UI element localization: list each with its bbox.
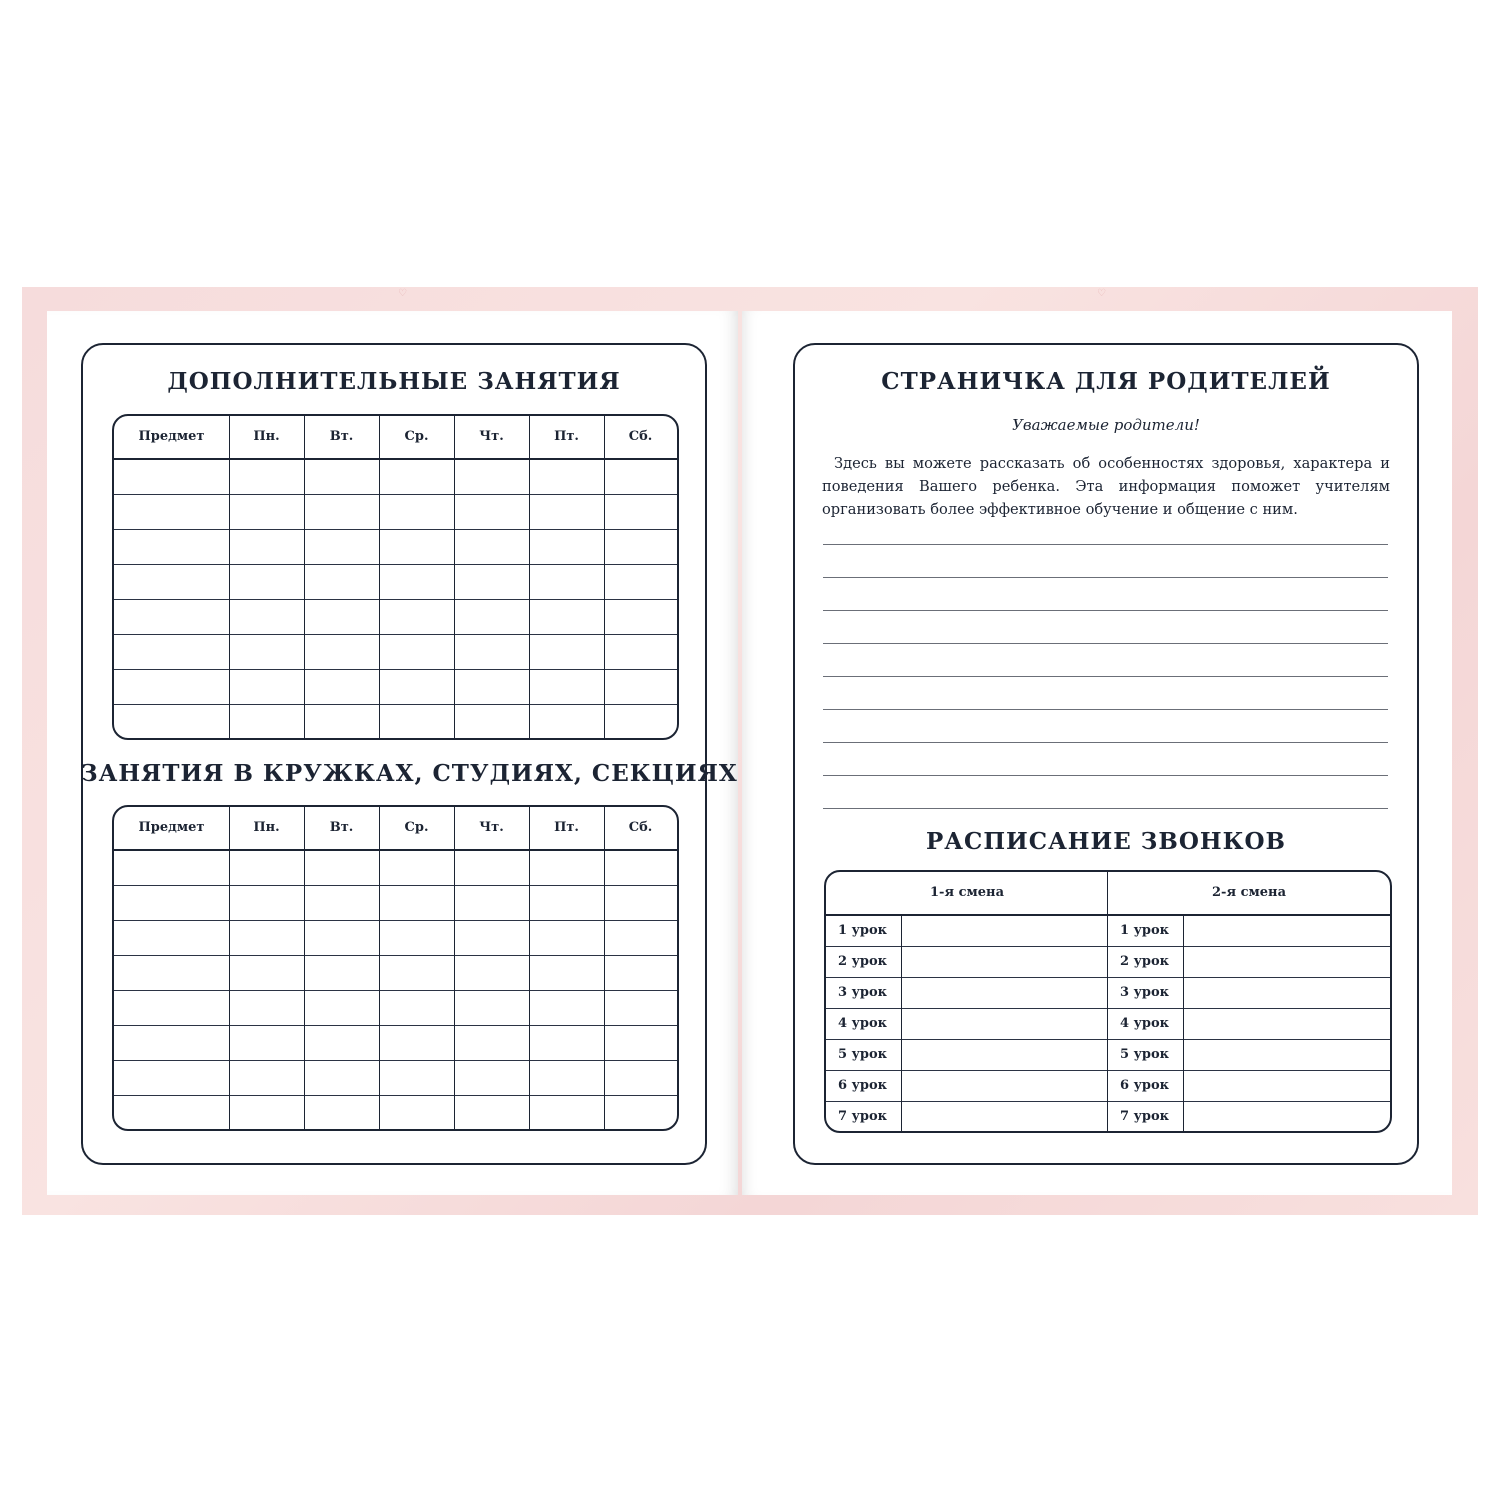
lesson-label: 7 урок — [1120, 1109, 1170, 1124]
table-row — [114, 851, 677, 886]
parents-greeting: Уважаемые родители! — [1012, 416, 1200, 434]
lesson-label: 3 урок — [838, 985, 888, 1000]
writing-line — [823, 709, 1388, 710]
column-header: Предмет — [138, 820, 205, 835]
column-header: Пт. — [554, 429, 579, 444]
table-row — [114, 495, 677, 530]
bell-row — [826, 1102, 1390, 1132]
writing-line — [823, 643, 1388, 644]
extra-classes-title: ДОПОЛНИТЕЛЬНЫЕ ЗАНЯТИЯ — [167, 368, 621, 395]
column-header: Сб. — [628, 820, 653, 835]
column-header: Вт. — [329, 820, 354, 835]
parents-intro-text: Здесь вы можете рассказать об особенностях здоровья, характера и поведения Вашего ребенка. Эта информация поможет учителям организовать более эффективное обучение и общение с ним. — [822, 455, 1390, 518]
bells-title: РАСПИСАНИЕ ЗВОНКОВ — [925, 828, 1286, 855]
bell-row — [826, 947, 1390, 978]
column-header: Чт. — [479, 429, 504, 444]
lesson-label: 5 урок — [1120, 1047, 1170, 1062]
table-row — [114, 1061, 677, 1096]
bell-schedule-header — [826, 872, 1390, 916]
clubs-title: ЗАНЯТИЯ В КРУЖКАХ, СТУДИЯХ, СЕКЦИЯХ — [81, 760, 738, 787]
column-header: Ср. — [404, 429, 429, 444]
bell-row — [826, 1009, 1390, 1040]
table-row — [114, 635, 677, 670]
table-row — [114, 565, 677, 600]
heart-icon: ♡ — [398, 288, 407, 299]
lesson-label: 6 урок — [1120, 1078, 1170, 1093]
extra-classes-table — [112, 414, 679, 740]
table-header-row — [114, 416, 677, 460]
writing-line — [823, 808, 1388, 809]
column-header: Чт. — [479, 820, 504, 835]
bell-row — [826, 916, 1390, 947]
table-row — [114, 670, 677, 705]
table-header-row — [114, 807, 677, 851]
writing-line — [823, 676, 1388, 677]
lesson-label: 2 урок — [1120, 954, 1170, 969]
shift-1-label: 1-я смена — [930, 885, 1004, 900]
writing-line — [823, 610, 1388, 611]
lesson-label: 4 урок — [1120, 1016, 1170, 1031]
table-row — [114, 1096, 677, 1131]
bell-schedule-table — [824, 870, 1392, 1133]
bell-row — [826, 1071, 1390, 1102]
writing-line — [823, 544, 1388, 545]
column-header: Пн. — [253, 820, 280, 835]
table-row — [114, 921, 677, 956]
column-header: Вт. — [329, 429, 354, 444]
shift-divider — [1107, 872, 1108, 1131]
bell-row — [826, 1040, 1390, 1071]
writing-line — [823, 742, 1388, 743]
table-row — [114, 530, 677, 565]
lesson-label: 5 урок — [838, 1047, 888, 1062]
lesson-label: 2 урок — [838, 954, 888, 969]
column-header: Предмет — [138, 429, 205, 444]
heart-icon: ♡ — [1097, 288, 1106, 299]
table-row — [114, 460, 677, 495]
table-row — [114, 956, 677, 991]
table-row — [114, 1026, 677, 1061]
column-header: Сб. — [628, 429, 653, 444]
shift-1-time-divider — [901, 914, 902, 1131]
lesson-label: 1 урок — [1120, 923, 1170, 938]
clubs-table — [112, 805, 679, 1131]
table-row — [114, 886, 677, 921]
lesson-label: 1 урок — [838, 923, 888, 938]
writing-line — [823, 577, 1388, 578]
writing-line — [823, 775, 1388, 776]
parents-page-title: СТРАНИЧКА ДЛЯ РОДИТЕЛЕЙ — [881, 368, 1331, 395]
table-row — [114, 600, 677, 635]
lesson-label: 6 урок — [838, 1078, 888, 1093]
bell-row — [826, 978, 1390, 1009]
shift-2-time-divider — [1183, 914, 1184, 1131]
table-row — [114, 991, 677, 1026]
column-header: Ср. — [404, 820, 429, 835]
lesson-label: 7 урок — [838, 1109, 888, 1124]
lesson-label: 4 урок — [838, 1016, 888, 1031]
column-header: Пн. — [253, 429, 280, 444]
column-header: Пт. — [554, 820, 579, 835]
shift-2-label: 2-я смена — [1212, 885, 1286, 900]
table-row — [114, 705, 677, 740]
lesson-label: 3 урок — [1120, 985, 1170, 1000]
